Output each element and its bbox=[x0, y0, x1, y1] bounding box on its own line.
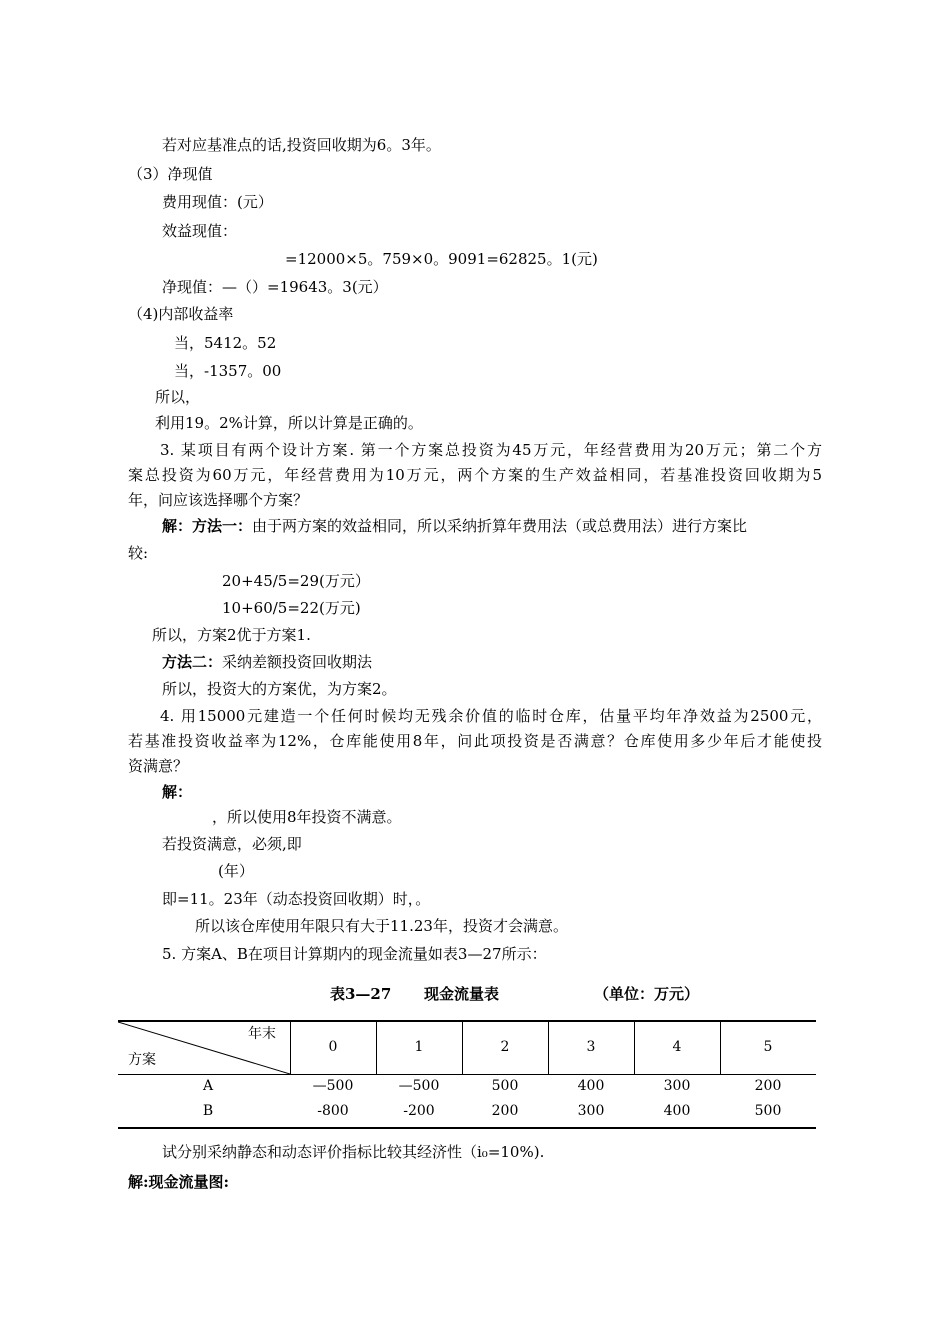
benefit-pv-formula: =12000×5。759×0。9091=62825。1(元) bbox=[285, 250, 598, 268]
row-a-cell: —500 bbox=[312, 1078, 354, 1094]
q4-solution-4: 即=11。23年（动态投资回收期）时，。 bbox=[162, 890, 431, 908]
header-scheme: 方案 bbox=[128, 1052, 156, 1068]
q3-line-2: 案总投资为60万元，年经营费用为10万元，两个方案的生产效益相同，若基准投资回收期为5 bbox=[128, 466, 822, 484]
row-b-cell: 500 bbox=[754, 1103, 782, 1119]
year-header: 1 bbox=[414, 1039, 424, 1055]
q3-formula-1: 20+45/5=29(万元） bbox=[222, 572, 370, 590]
year-header: 3 bbox=[586, 1039, 596, 1055]
row-b-cell: -800 bbox=[317, 1103, 349, 1119]
row-a-cell: 400 bbox=[577, 1078, 605, 1094]
q3-solution-label: 解：方法一： bbox=[162, 517, 253, 535]
q4-solution-5: 所以该仓库使用年限只有大于11.23年，投资才会满意。 bbox=[195, 917, 568, 935]
row-a-cell: —500 bbox=[398, 1078, 440, 1094]
table-title: 现金流量表 bbox=[424, 985, 500, 1003]
row-b-cell: 200 bbox=[491, 1103, 519, 1119]
q4-solution-1: ，所以使用8年投资不满意。 bbox=[212, 808, 402, 826]
q4-solution-2: 若投资满意，必须,即 bbox=[162, 835, 302, 853]
q3-solution-line bbox=[162, 516, 747, 536]
year-header: 4 bbox=[672, 1039, 682, 1055]
therefore-line: 所以， bbox=[155, 388, 201, 406]
table-unit: （单位：万元） bbox=[594, 985, 700, 1003]
header-year-end: 年末 bbox=[248, 1026, 276, 1042]
year-header: 2 bbox=[500, 1039, 510, 1055]
q3-conclusion-1: 所以，方案2优于方案1. bbox=[152, 626, 311, 644]
q5-intro: 5. 方案A、B在项目计算期内的现金流量如表3—27所示： bbox=[162, 945, 547, 963]
row-a-cell: 200 bbox=[754, 1078, 782, 1094]
q3-conclusion-2: 所以，投资大的方案优，为方案2。 bbox=[162, 680, 397, 698]
q3-line-1: 3. 某项目有两个设计方案. 第一个方案总投资为45万元，年经营费用为20万元；第二个方 bbox=[160, 441, 822, 459]
row-b-cell: 300 bbox=[577, 1103, 605, 1119]
row-a-name: A bbox=[202, 1078, 214, 1094]
row-b-cell: 400 bbox=[663, 1103, 691, 1119]
q3-method-2-text: 采纳差额投资回收期法 bbox=[222, 653, 373, 671]
irr-case-1: 当，5412。52 bbox=[174, 334, 277, 352]
table-number: 表3—27 bbox=[330, 985, 392, 1003]
benefit-pv-line: 效益现值： bbox=[162, 222, 238, 240]
payback-period-line: 若对应基准点的话,投资回收期为6。3年。 bbox=[162, 136, 441, 154]
year-header: 5 bbox=[763, 1039, 773, 1055]
row-b-cell: -200 bbox=[403, 1103, 435, 1119]
q4-line-3: 资满意？ bbox=[128, 757, 189, 775]
q4-solution-label: 解： bbox=[162, 783, 193, 801]
irr-heading: （4)内部收益率 bbox=[128, 305, 234, 323]
q5-solution-heading: 解:现金流量图: bbox=[128, 1173, 230, 1191]
table-header-rule bbox=[118, 1074, 816, 1075]
irr-case-2: 当，-1357。00 bbox=[174, 362, 282, 380]
q4-line-1: 4. 用15000元建造一个任何时候均无残余价值的临时仓库，估量平均年净效益为2500元， bbox=[160, 707, 822, 725]
irr-check-line: 利用19。2%计算，所以计算是正确的。 bbox=[155, 414, 423, 432]
q3-method-2-label: 方法二： bbox=[162, 653, 223, 671]
npv-line: 净现值：—（）=19643。3(元） bbox=[162, 278, 388, 296]
q3-line-3: 年，问应该选择哪个方案？ bbox=[128, 491, 309, 509]
q3-formula-2: 10+60/5=22(万元) bbox=[222, 599, 361, 617]
q4-solution-3: (年） bbox=[218, 862, 254, 880]
row-b-name: B bbox=[202, 1103, 214, 1119]
q5-evaluation-line: 试分别采纳静态和动态评价指标比较其经济性（i₀=10%). bbox=[162, 1143, 545, 1161]
q3-solution-cont: 较: bbox=[128, 544, 149, 562]
table-bottom-rule bbox=[118, 1127, 816, 1129]
row-a-cell: 500 bbox=[491, 1078, 519, 1094]
q4-line-2: 若基准投资收益率为12%，仓库能使用8年，问此项投资是否满意？仓库使用多少年后才能使投 bbox=[128, 732, 822, 750]
npv-heading: （3）净现值 bbox=[128, 165, 213, 183]
q3-solution-text: 由于两方案的效益相同，所以采纳折算年费用法（或总费用法）进行方案比 bbox=[252, 517, 748, 535]
year-header: 0 bbox=[328, 1039, 338, 1055]
q3-method-2-line bbox=[162, 652, 372, 672]
cost-pv-line: 费用现值：(元） bbox=[162, 193, 273, 211]
row-a-cell: 300 bbox=[663, 1078, 691, 1094]
